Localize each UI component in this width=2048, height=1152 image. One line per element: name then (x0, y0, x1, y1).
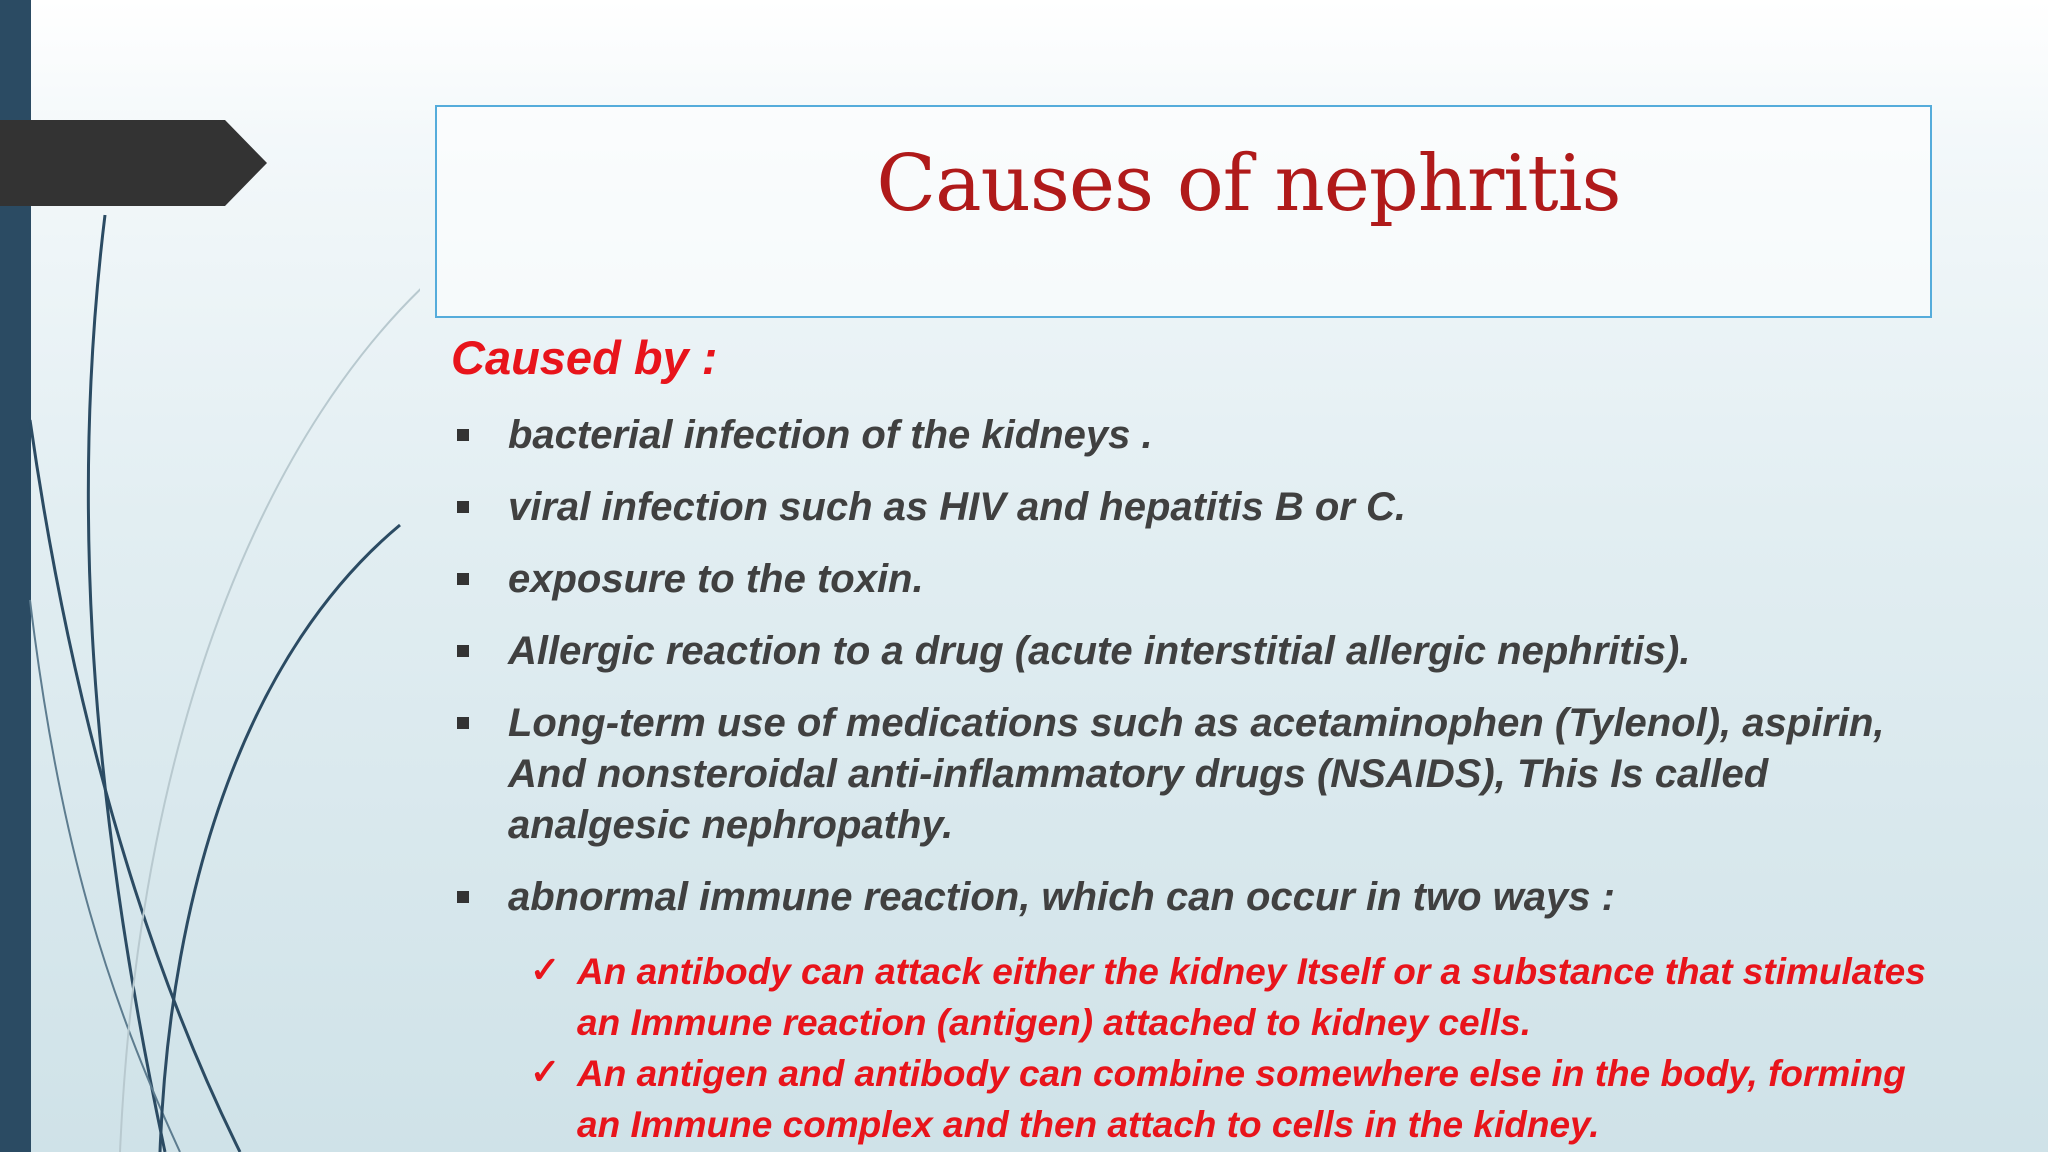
slide-title: Causes of nephritis (876, 139, 1621, 229)
square-bullet-icon (457, 645, 469, 657)
list-item-text: exposure to the toxin. (508, 557, 924, 601)
list-item-text: viral infection such as HIV and hepatitis B or C. (508, 485, 1406, 529)
title-tab-arrow (0, 120, 270, 206)
list-item-text: bacterial infection of the kidneys . (508, 413, 1153, 457)
square-bullet-icon (457, 501, 469, 513)
square-bullet-icon (457, 573, 469, 585)
square-bullet-icon (457, 717, 469, 729)
sub-list-item (530, 946, 1930, 1048)
list-item (451, 698, 1951, 851)
square-bullet-icon (457, 891, 469, 903)
list-item (451, 554, 1951, 605)
list-item-text: abnormal immune reaction, which can occur in two ways : (508, 875, 1615, 919)
caused-by-heading: Caused by : (451, 331, 718, 384)
square-bullet-icon (457, 429, 469, 441)
sub-list-item-text: An antibody can attack either the kidney Itself or a substance that stimulates an Immune reaction (antigen) attached to kidney cells. (577, 951, 1926, 1043)
list-item (451, 410, 1951, 461)
list-item-text: Allergic reaction to a drug (acute interstitial allergic nephritis). (508, 629, 1691, 673)
checkmark-icon: ✓ (530, 949, 561, 990)
title-box (435, 105, 1932, 318)
sub-bullet-list (530, 946, 1930, 1150)
bullet-list (451, 410, 1951, 944)
sub-list-item-text: An antigen and antibody can combine somewhere else in the body, forming an Immune complex and then attach to cells in the kidney. (577, 1053, 1906, 1145)
list-item (451, 872, 1951, 923)
list-item-text: Long-term use of medications such as acetaminophen (Tylenol), aspirin, And nonsteroidal anti-inflammatory drugs (NSAIDS), This Is called analgesic nephropathy. (508, 701, 1885, 847)
list-item (451, 482, 1951, 533)
sub-list-item (530, 1048, 1930, 1150)
list-item (451, 626, 1951, 677)
checkmark-icon: ✓ (530, 1051, 561, 1092)
